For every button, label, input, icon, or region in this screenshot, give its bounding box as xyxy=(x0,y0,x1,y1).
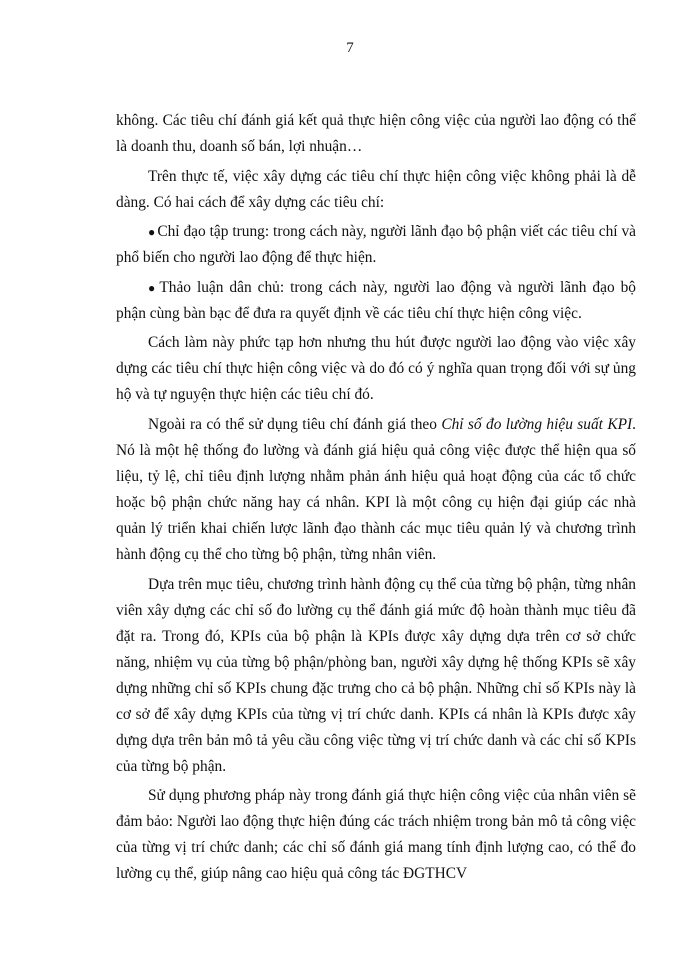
bullet-text: Chỉ đạo tập trung: trong cách này, người lãnh đạo bộ phận viết các tiêu chí và phổ biến cho người lao động để thực hiện. xyxy=(116,223,636,267)
page-number: 7 xyxy=(346,40,354,56)
kpi-term: Chỉ số đo lường hiệu suất KPI xyxy=(441,415,633,433)
bullet-centralized xyxy=(116,219,636,271)
paragraph-method-comment: Cách làm này phức tạp hơn nhưng thu hút được người lao động vào việc xây dựng các tiêu chí thực hiện công việc và do đó có ý nghĩa quan trọng đối với sự ủng hộ và tự nguyện thực hiện các tiêu chí đó. xyxy=(116,334,636,404)
bullet-text: Thảo luận dân chủ: trong cách này, người lao động và người lãnh đạo bộ phận cùng bàn bạc để đưa ra quyết định về các tiêu chí thực hiện công việc. xyxy=(116,278,637,322)
paragraph-kpi-detail: Dựa trên mục tiêu, chương trình hành động cụ thể của từng bộ phận, từng nhân viên xây dựng các chỉ số đo lường cụ thể đánh giá mức độ hoàn thành mục tiêu đã đặt ra. Trong đó, KPIs của bộ phận là KPIs được xây dựng dựa trên cơ sở chức năng, nhiệm vụ của từng bộ phận/phòng ban, người xây dựng hệ thống KPIs sẽ xây dựng những chỉ số KPIs chung đặc trưng cho cả bộ phận. Những chỉ số KPIs này là cơ sở để xây dựng KPIs của từng vị trí chức danh. KPIs cá nhân là KPIs được xây dựng dựa trên bản mô tả yêu cầu công việc từng vị trí chức danh và các chỉ số KPIs của từng bộ phận. xyxy=(116,575,636,775)
text-run: Ngoài ra có thể sử dụng tiêu chí đánh giá theo xyxy=(148,415,442,433)
paragraph-continuation: không. Các tiêu chí đánh giá kết quả thực hiện công việc của người lao động có thể là doanh thu, doanh số bán, lợi nhuận… xyxy=(116,112,636,155)
text-run: . Nó là một hệ thống đo lường và đánh giá hiệu quả công việc được thể hiện qua số liệu, tỷ lệ, chỉ tiêu định lượng nhằm phản ánh hiệu quả hoạt động của các tổ chức hoặc bộ phận chức năng hay cá nhân. KPI là một công cụ hiện đại giúp các nhà quản lý triển khai chiến lược lãnh đạo thành các mục tiêu quản lý và chương trình hành động cụ thể cho từng bộ phận, từng nhân viên. xyxy=(116,415,636,563)
bullet-icon: ● xyxy=(148,225,156,240)
bullet-democratic xyxy=(116,275,636,327)
paragraph-kpi-intro xyxy=(116,412,636,568)
paragraph-kpi-benefit: Sử dụng phương pháp này trong đánh giá thực hiện công việc của nhân viên sẽ đảm bảo: Người lao động thực hiện đúng các trách nhiệm trong bản mô tả công việc của từng vị trí chức danh; các chỉ số đánh giá mang tính định lượng cao, có thể đo lường cụ thể, giúp nâng cao hiệu quả công tác ĐGTHCV xyxy=(116,787,636,883)
body-text xyxy=(116,108,636,891)
bullet-icon: ● xyxy=(148,280,158,295)
paragraph-criteria-intro: Trên thực tế, việc xây dựng các tiêu chí thực hiện công việc không phải là dễ dàng. Có hai cách để xây dựng các tiêu chí: xyxy=(116,167,636,211)
